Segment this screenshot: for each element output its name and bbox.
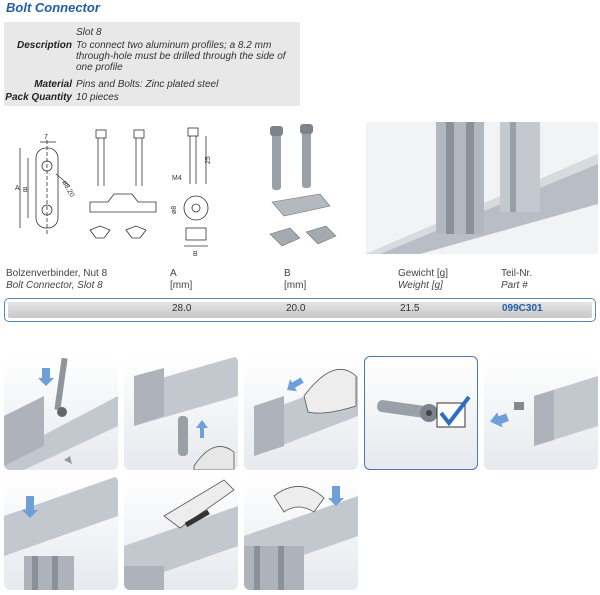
cell-weight: 21.5	[400, 303, 420, 314]
spec-row-material	[4, 79, 300, 90]
dim-b2-label: B	[193, 251, 198, 258]
assembly-step-7	[124, 476, 238, 590]
col-header-name-en: Bolt Connector, Slot 8	[6, 280, 103, 291]
spec-row-slot	[4, 27, 300, 38]
spec-row-pack-quantity	[4, 92, 300, 103]
slot-note: Slot 8	[76, 27, 102, 38]
col-header-weight-de: Gewicht [g]	[398, 268, 449, 279]
arrow-down-icon	[38, 368, 54, 386]
dim-7-label: 7	[44, 134, 48, 141]
spec-label: Pack Quantity	[5, 92, 72, 103]
col-header-a-unit: [mm]	[170, 280, 193, 291]
drawing-front-view	[184, 128, 208, 246]
cell-b: 20.0	[286, 303, 306, 314]
technical-drawings	[0, 114, 600, 260]
col-header-a: A	[170, 268, 177, 279]
col-header-part-de: Teil-Nr.	[501, 268, 533, 279]
assembly-step-8	[244, 476, 358, 590]
assembly-step-6	[4, 476, 118, 590]
product-title: Bolt Connector	[6, 0, 100, 15]
connector-parts-photo	[270, 124, 336, 246]
assembly-step-4-check	[364, 356, 478, 470]
dim-25-label: 25	[205, 156, 212, 164]
dim-hole-label: ø8.20	[60, 179, 76, 199]
assembled-profiles-photo	[366, 122, 598, 254]
spec-label-empty	[4, 27, 76, 38]
assembly-step-2	[124, 356, 238, 470]
dim-d8-label: ø8	[171, 205, 178, 214]
spec-box	[4, 22, 300, 106]
col-header-part-en: Part #	[501, 280, 528, 291]
spec-value: To connect two aluminum profiles; a 8.2 mm through-hole must be drilled through the side of one profile	[76, 40, 286, 73]
col-header-b: B	[284, 268, 291, 279]
arrow-right-icon	[488, 410, 510, 431]
col-header-name-de: Bolzenverbinder, Nut 8	[6, 268, 108, 279]
dim-a-label: A	[15, 185, 20, 192]
cell-a: 28.0	[172, 303, 192, 314]
dim-m4-label: M4	[172, 175, 182, 182]
spec-value: Pins and Bolts: Zinc plated steel	[76, 79, 219, 90]
drawing-side-view	[90, 130, 156, 238]
spec-label: Material	[34, 79, 72, 90]
cell-part-number[interactable]: 099C301	[502, 303, 543, 314]
spec-label: Description	[16, 40, 72, 51]
spec-row-description	[4, 40, 300, 73]
assembly-step-1	[4, 356, 118, 470]
col-header-b-unit: [mm]	[284, 280, 307, 291]
arrow-left-icon	[283, 374, 306, 395]
col-header-weight-en: Weight [g]	[398, 280, 443, 291]
spec-value: 10 pieces	[76, 92, 119, 103]
assembly-step-3	[244, 356, 358, 470]
dim-b-label: B	[23, 187, 28, 194]
assembly-step-5	[484, 356, 598, 470]
arrow-up-icon	[196, 420, 208, 438]
